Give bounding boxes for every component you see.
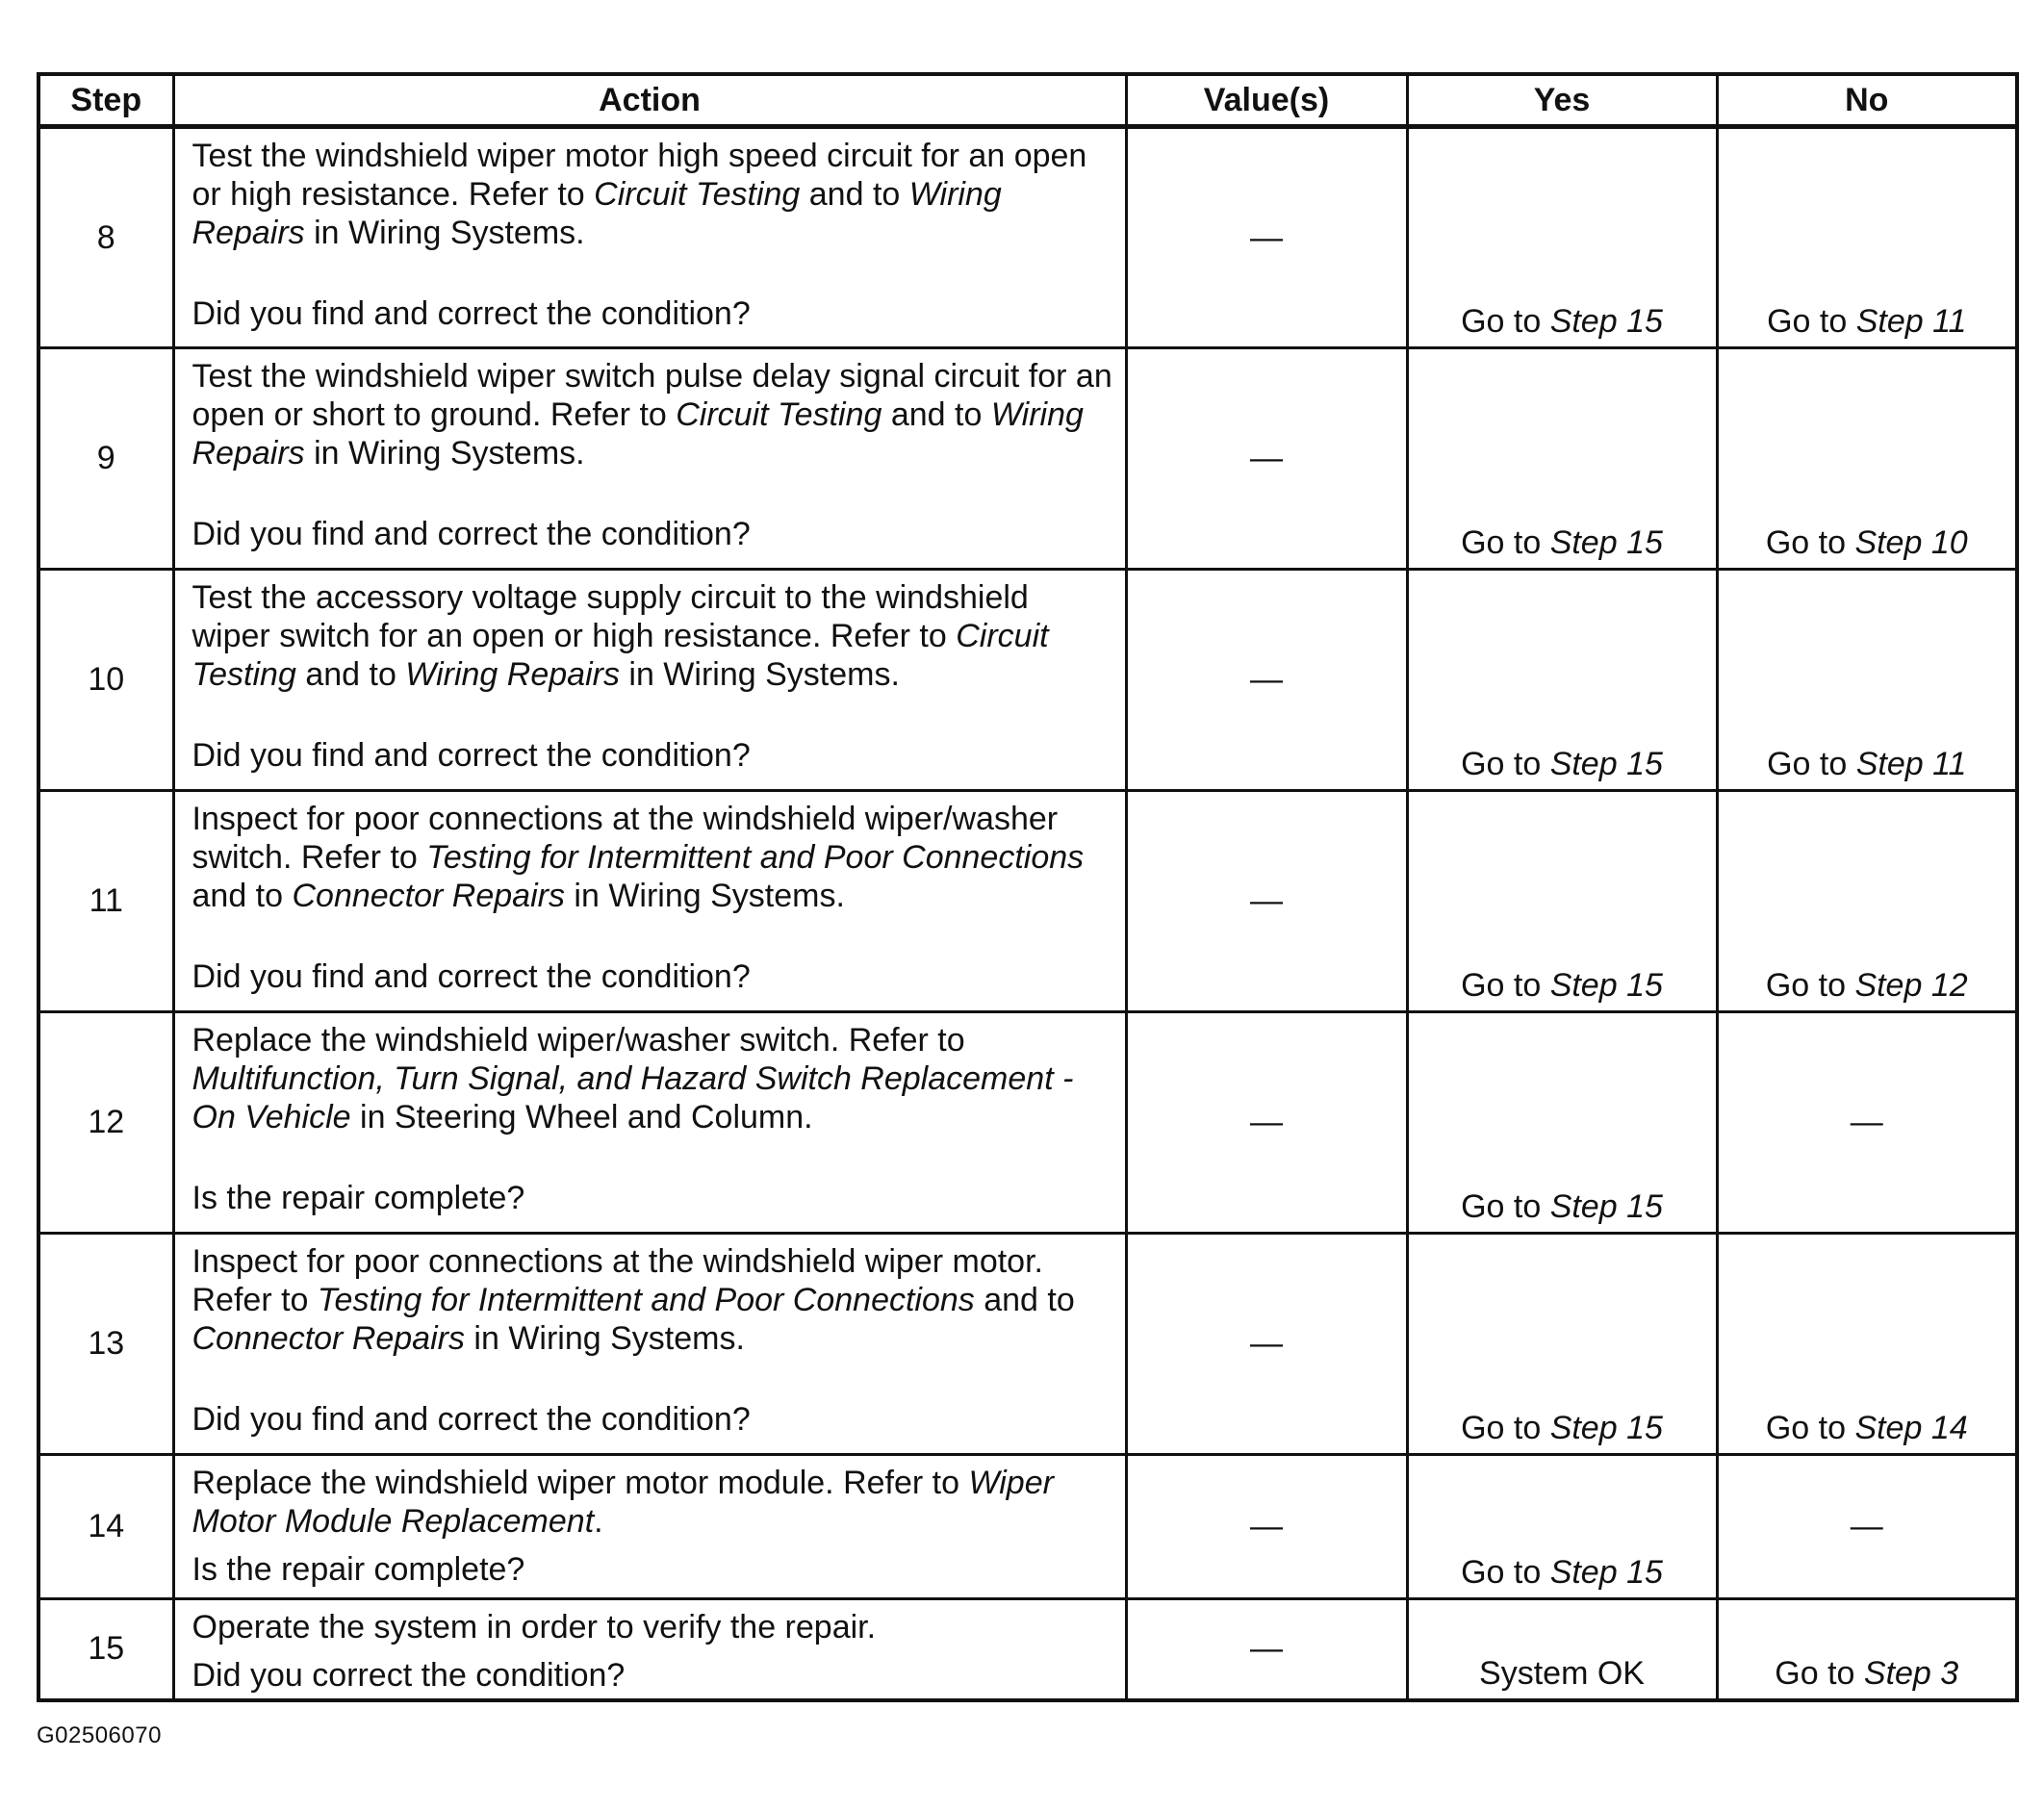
step-number: 14 xyxy=(38,1455,173,1599)
value-cell: — xyxy=(1126,791,1407,1012)
action-cell xyxy=(173,1455,1126,1599)
header-row xyxy=(38,74,2017,127)
no-cell: — xyxy=(1717,1012,2017,1234)
table-row xyxy=(38,791,2017,1012)
yes-cell: Go to Step 15 xyxy=(1407,348,1717,570)
step-number: 13 xyxy=(38,1234,173,1455)
action-question: Did you find and correct the condition? xyxy=(192,958,751,995)
action-question: Did you find and correct the condition? xyxy=(192,1401,751,1438)
step-number: 8 xyxy=(38,127,173,348)
action-question: Is the repair complete? xyxy=(192,1180,525,1216)
step-number: 10 xyxy=(38,570,173,791)
table-row xyxy=(38,127,2017,348)
step-number: 15 xyxy=(38,1599,173,1700)
yes-cell: Go to Step 15 xyxy=(1407,791,1717,1012)
header-values: Value(s) xyxy=(1126,74,1407,127)
action-cell xyxy=(173,1012,1126,1234)
diagnostic-table xyxy=(37,72,2019,1702)
action-text: Test the windshield wiper switch pulse delay signal circuit for an open or short to ground. Refer to Circuit Testing and to Wiring Repairs in Wiring Systems. xyxy=(192,358,1112,472)
action-text: Replace the windshield wiper/washer switch. Refer to Multifunction, Turn Signal, and Hazard Switch Replacement - On Vehicle in Steering Wheel and Column. xyxy=(192,1022,1074,1135)
value-cell: — xyxy=(1126,1234,1407,1455)
step-number: 12 xyxy=(38,1012,173,1234)
yes-cell: Go to Step 15 xyxy=(1407,1455,1717,1599)
action-text: Test the accessory voltage supply circuit to the windshield wiper switch for an open or high resistance. Refer to Circuit Testing and to Wiring Repairs in Wiring Systems. xyxy=(192,579,1049,693)
action-cell xyxy=(173,127,1126,348)
action-question: Did you find and correct the condition? xyxy=(192,295,751,332)
no-cell: Go to Step 12 xyxy=(1717,791,2017,1012)
table-row xyxy=(38,1455,2017,1599)
action-text: Inspect for poor connections at the windshield wiper/washer switch. Refer to Testing for Intermittent and Poor Connections and to Connector Repairs in Wiring Systems. xyxy=(192,801,1085,914)
action-question: Is the repair complete? xyxy=(192,1551,525,1588)
action-cell xyxy=(173,791,1126,1012)
figure-id: G02506070 xyxy=(37,1722,162,1748)
yes-cell: Go to Step 15 xyxy=(1407,1012,1717,1234)
yes-cell: System OK xyxy=(1407,1599,1717,1700)
value-cell: — xyxy=(1126,1012,1407,1234)
no-cell: Go to Step 11 xyxy=(1717,570,2017,791)
yes-cell: Go to Step 15 xyxy=(1407,1234,1717,1455)
value-cell: — xyxy=(1126,348,1407,570)
table-row xyxy=(38,1012,2017,1234)
action-question: Did you find and correct the condition? xyxy=(192,737,751,774)
action-cell xyxy=(173,348,1126,570)
header-action: Action xyxy=(173,74,1126,127)
header-step: Step xyxy=(38,74,173,127)
action-question: Did you correct the condition? xyxy=(192,1657,626,1694)
step-number: 11 xyxy=(38,791,173,1012)
action-cell xyxy=(173,570,1126,791)
value-cell: — xyxy=(1126,1455,1407,1599)
value-cell: — xyxy=(1126,1599,1407,1700)
header-yes: Yes xyxy=(1407,74,1717,127)
header-no: No xyxy=(1717,74,2017,127)
yes-cell: Go to Step 15 xyxy=(1407,570,1717,791)
action-cell xyxy=(173,1234,1126,1455)
step-number: 9 xyxy=(38,348,173,570)
value-cell: — xyxy=(1126,570,1407,791)
action-text: Test the windshield wiper motor high speed circuit for an open or high resistance. Refer to Circuit Testing and to Wiring Repairs in Wiring Systems. xyxy=(192,138,1087,251)
yes-cell: Go to Step 15 xyxy=(1407,127,1717,348)
action-cell xyxy=(173,1599,1126,1700)
no-cell: Go to Step 14 xyxy=(1717,1234,2017,1455)
table-row xyxy=(38,1599,2017,1700)
table-row xyxy=(38,348,2017,570)
action-text: Inspect for poor connections at the windshield wiper motor. Refer to Testing for Intermittent and Poor Connections and to Connector Repairs in Wiring Systems. xyxy=(192,1243,1075,1357)
table-row xyxy=(38,570,2017,791)
no-cell: Go to Step 11 xyxy=(1717,127,2017,348)
value-cell: — xyxy=(1126,127,1407,348)
no-cell: — xyxy=(1717,1455,2017,1599)
action-question: Did you find and correct the condition? xyxy=(192,516,751,552)
no-cell: Go to Step 10 xyxy=(1717,348,2017,570)
no-cell: Go to Step 3 xyxy=(1717,1599,2017,1700)
action-text: Operate the system in order to verify the repair. xyxy=(192,1609,877,1645)
action-text: Replace the windshield wiper motor module. Refer to Wiper Motor Module Replacement. xyxy=(192,1465,1054,1540)
table-row xyxy=(38,1234,2017,1455)
